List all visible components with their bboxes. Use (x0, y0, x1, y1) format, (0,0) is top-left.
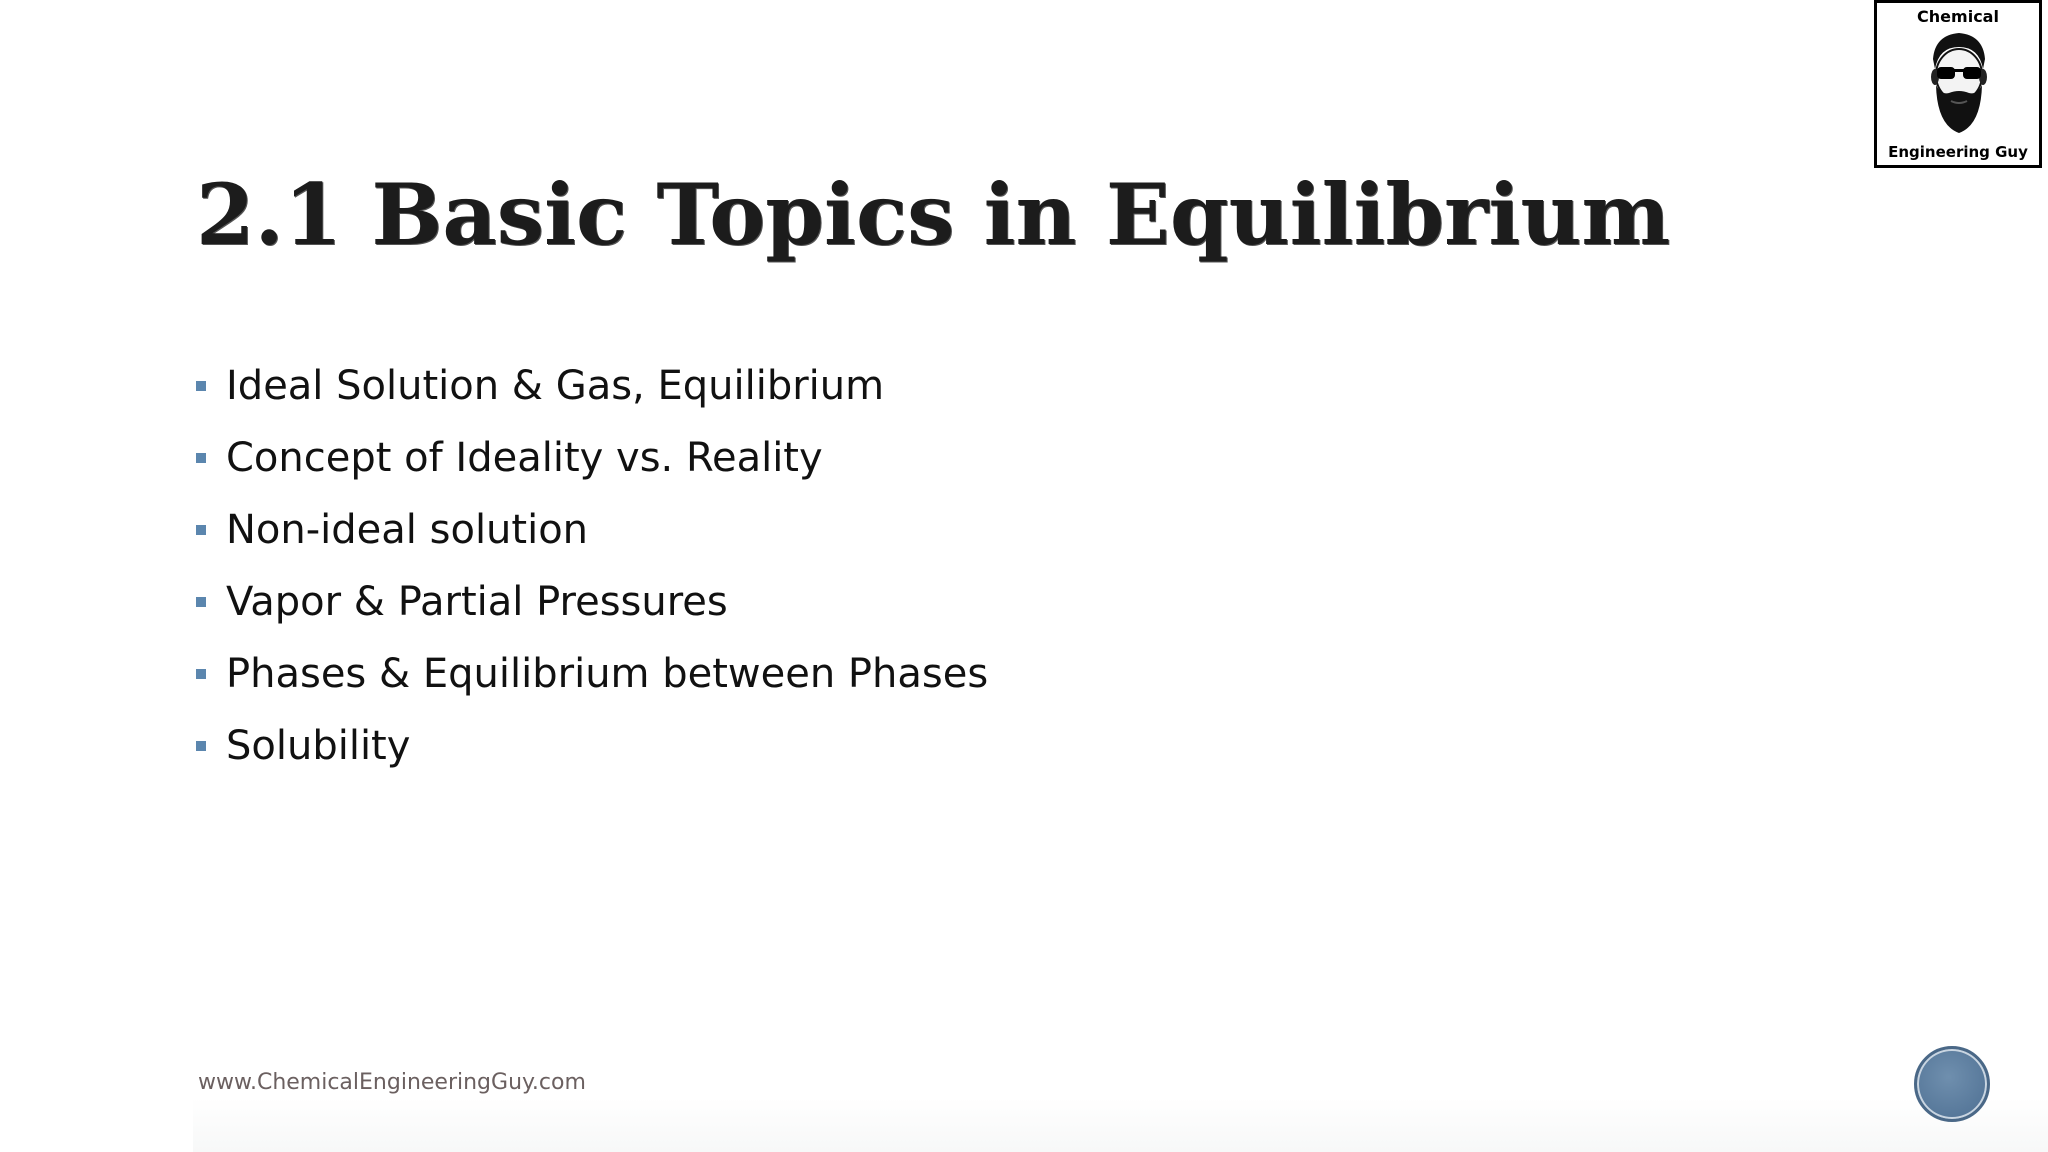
bullet-item (196, 422, 988, 494)
bullet-text: Vapor & Partial Pressures (226, 579, 728, 625)
bullet-text: Solubility (226, 723, 411, 769)
bullet-item (196, 638, 988, 710)
slide-title: 2.1 Basic Topics in Equilibrium (196, 165, 1671, 264)
bullet-square-icon (196, 597, 206, 607)
bullet-text: Ideal Solution & Gas, Equilibrium (226, 363, 885, 409)
bullet-item (196, 494, 988, 566)
bullet-square-icon (196, 741, 206, 751)
bullet-item (196, 710, 988, 782)
bullet-item (196, 350, 988, 422)
bullet-list (196, 350, 988, 782)
logo-top-text: Chemical (1917, 7, 1999, 26)
bullet-item (196, 566, 988, 638)
bullet-square-icon (196, 669, 206, 679)
bearded-man-sunglasses-icon (1919, 29, 1999, 141)
bullet-square-icon (196, 381, 206, 391)
footer-band (193, 1098, 2048, 1152)
slide-badge-circle (1914, 1046, 1990, 1122)
bullet-text: Non-ideal solution (226, 507, 589, 553)
footer-website-url: www.ChemicalEngineeringGuy.com (198, 1070, 586, 1095)
bullet-square-icon (196, 525, 206, 535)
bullet-text: Phases & Equilibrium between Phases (226, 651, 989, 697)
bullet-text: Concept of Ideality vs. Reality (226, 435, 823, 481)
logo-bottom-text: Engineering Guy (1888, 143, 2028, 161)
channel-logo (1874, 0, 2042, 168)
bullet-square-icon (196, 453, 206, 463)
